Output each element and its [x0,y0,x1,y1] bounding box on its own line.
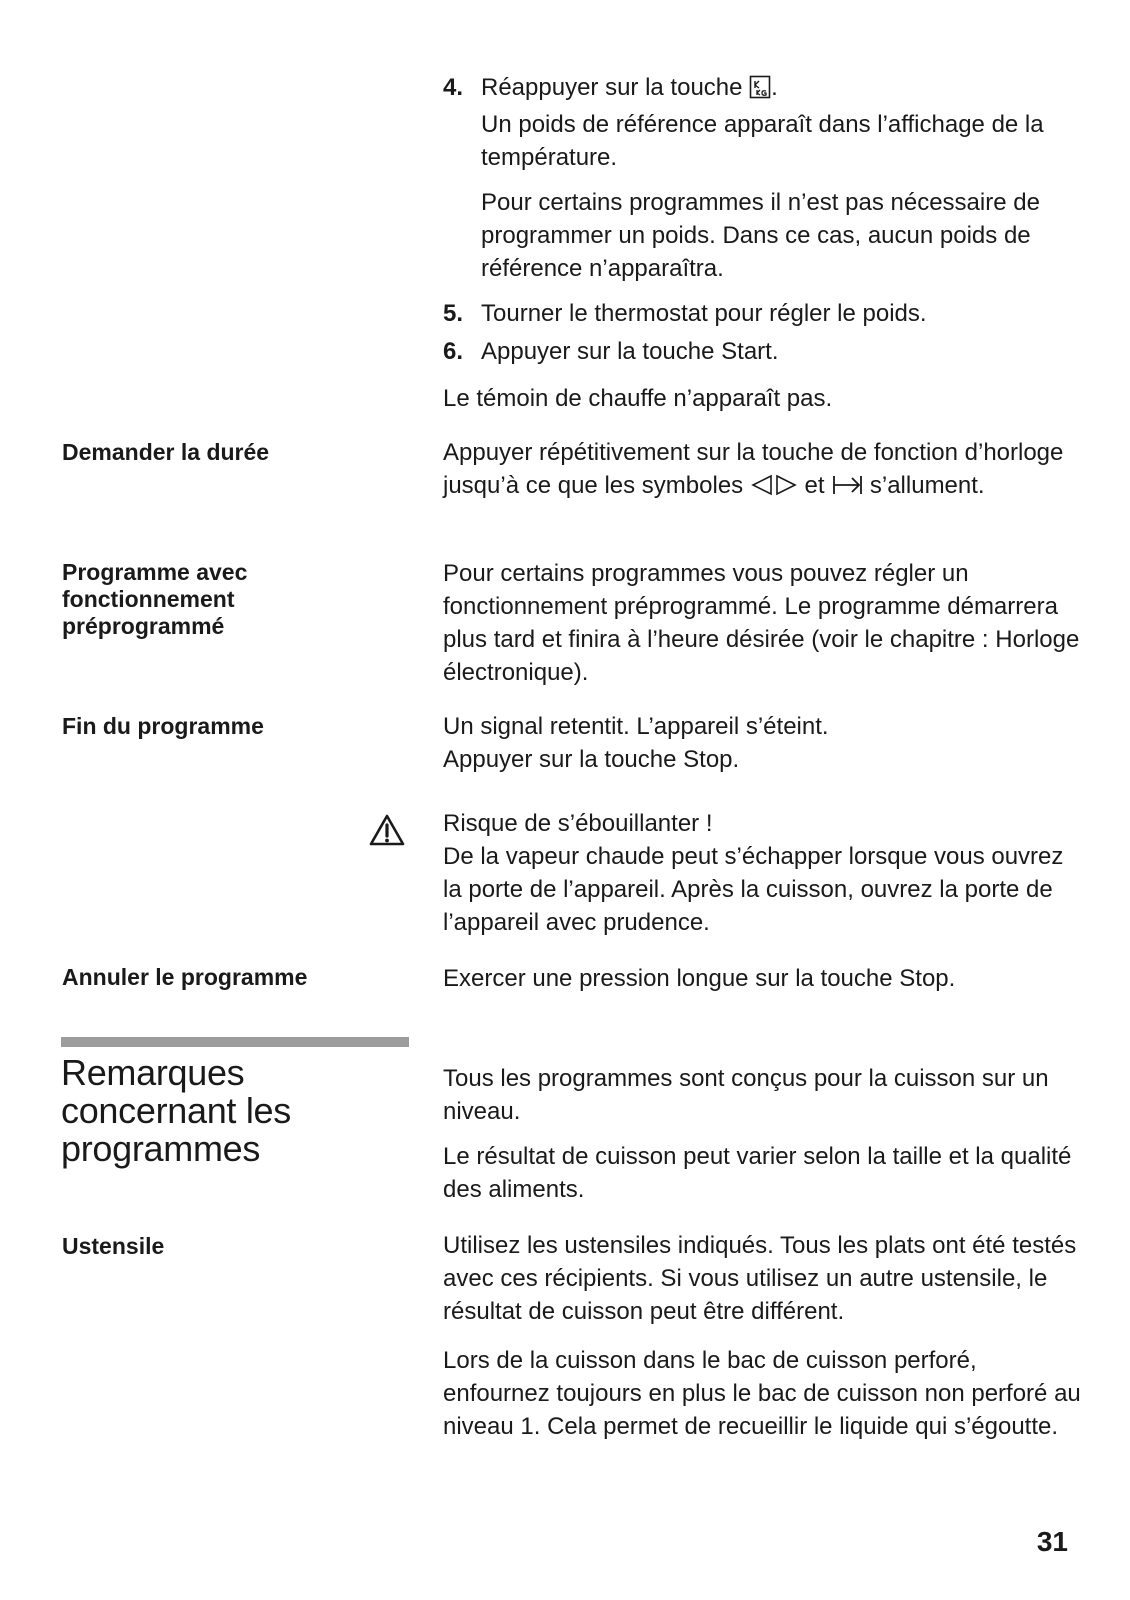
section-heading-end: Fin du programme [62,713,264,739]
section-heading-cancel: Annuler le programme [62,964,308,990]
step-number: 4. [443,74,464,101]
section-heading-utensil: Ustensile [62,1233,165,1259]
section-divider [61,1037,409,1047]
step-text: Tourner le thermostat pour régler le poids. [481,300,927,327]
step-6 [443,335,1083,368]
duration-arrows-icon [750,473,798,506]
utensil-para-perforated: Lors de la cuisson dans le bac de cuisson perforé, enfournez toujours en plus le bac de cuisson non perforé au niveau 1. Cela permet de recueillir le liquide qui s’égoutte. [443,1347,1081,1440]
step4-note-no-weight: Pour certains programmes il n’est pas nécessaire de programmer un poids. Dans ce cas, aucun poids de référence n’apparaîtra. [481,189,1040,282]
weight-kg-icon [749,75,771,108]
step-4 [443,71,1083,108]
remarks-para-result-varies: Le résultat de cuisson peut varier selon la taille et la qualité des aliments. [443,1143,1072,1203]
section-text-cancel: Exercer une pression longue sur la touche Stop. [443,965,956,992]
utensil-para-indicated: Utilisez les ustensiles indiqués. Tous les plats ont été testés avec ces récipients. Si vous utilisez un autre ustensile, le résultat de cuisson peut être différent. [443,1232,1077,1325]
page-number: 31 [1036,1526,1068,1557]
duration-text-part3: s’allument. [863,472,985,499]
step-text: Réappuyer sur la touche [481,74,750,101]
step4-note-reference-weight: Un poids de référence apparaît dans l’affichage de la température. [481,111,1044,171]
section-heading-preprogrammed: Programme avec fonctionnement préprogrammé [62,559,248,639]
end-time-icon [831,473,863,506]
section-heading-duration: Demander la durée [62,439,270,465]
warning-title: Risque de s’ébouillanter ! [443,810,713,837]
heat-indicator-note: Le témoin de chauffe n’apparaît pas. [443,385,833,412]
warning-text: De la vapeur chaude peut s’échapper lorsque vous ouvrez la porte de l’appareil. Après la cuisson, ouvrez la porte de l’appareil avec prudence. [443,843,1064,936]
section-text-preprogrammed: Pour certains programmes vous pouvez régler un fonctionnement préprogrammé. Le programme démarrera plus tard et finira à l’heure désirée (voir le chapitre : Horloge électronique). [443,560,1080,686]
end-line-stop: Appuyer sur la touche Stop. [443,746,740,773]
duration-text-part2: et [797,472,832,499]
section-title-remarks: Remarques concernant les programmes [61,1052,291,1169]
section-text-duration [443,436,1083,506]
remarks-para-one-level: Tous les programmes sont conçus pour la cuisson sur un niveau. [443,1065,1049,1125]
step-text: Appuyer sur la touche Start. [481,338,779,365]
step-text-end: . [771,74,778,101]
step-number: 5. [443,300,464,327]
warning-triangle-icon [368,813,406,852]
step-number: 6. [443,338,464,365]
step-5 [443,297,1083,330]
duration-text-part1: Appuyer répétitivement sur la touche de fonction d’horloge jusqu’à ce que les symboles [443,439,1064,499]
end-line-signal: Un signal retentit. L’appareil s’éteint. [443,713,829,740]
